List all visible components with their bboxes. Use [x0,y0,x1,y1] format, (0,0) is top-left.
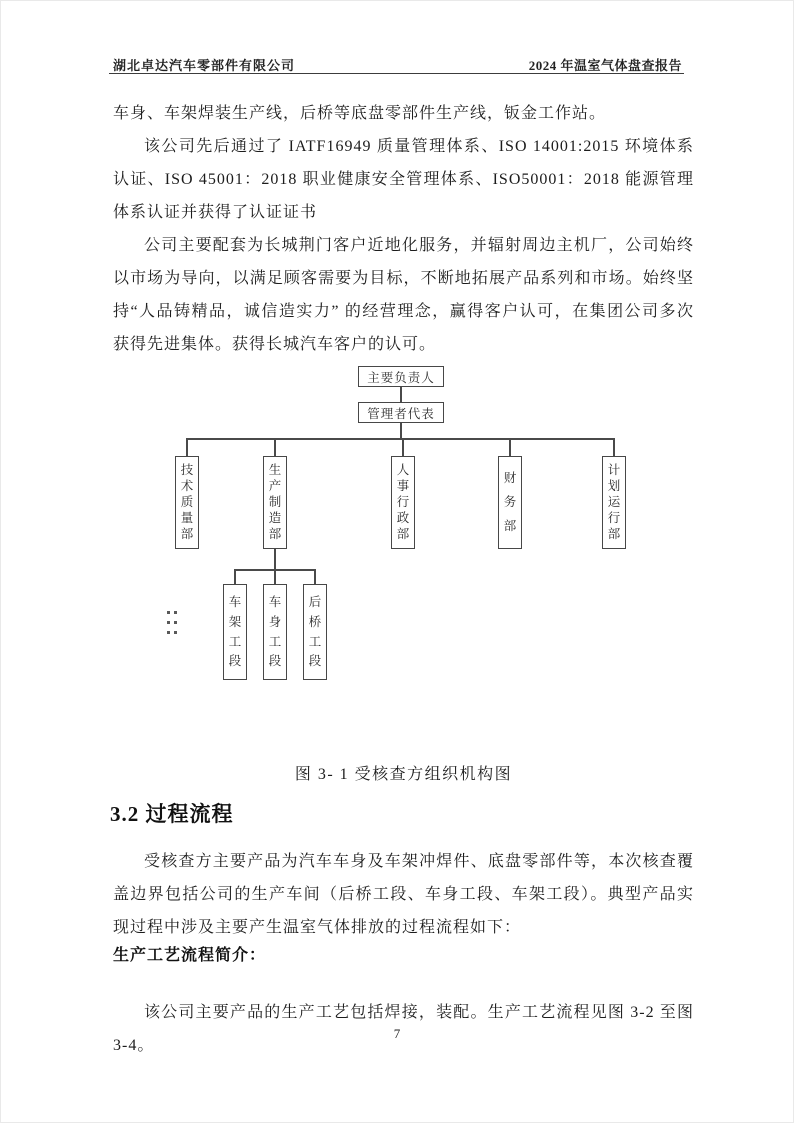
org-box-section-frame: 车 架 工 段 [223,584,247,680]
section-heading: 3.2 过程流程 [110,802,234,826]
header-report-title: 2024 年温室气体盘查报告 [528,58,682,73]
figure-caption: 图 3- 1 受核查方组织机构图 [294,766,513,783]
connector-line [186,438,188,456]
paragraph-certifications: 该公司先后通过了 IATF16949 质量管理体系、ISO 14001:2015 环境体系认证、ISO 45001：2018 职业健康安全管理体系、ISO50001：2018 能源管理体系认证并获得了认证证书 [113,138,694,221]
header-rule [109,73,684,74]
org-box-dept-hr-admin: 人 事 行 政 部 [391,456,415,549]
process-intro-heading: 生产工艺流程简介： [113,947,267,964]
paragraph-process: 该公司主要产品的生产工艺包括焊接，装配。生产工艺流程见图 3-2 至图 3-4。 [113,1004,694,1054]
org-box-dept-tech-quality: 技 术 质 量 部 [175,456,199,549]
paragraph-production-lines: 车身、车架焊装生产线，后桥等底盘零部件生产线，钣金工作站。 [113,105,607,122]
anchor-dots-icon [167,611,177,634]
org-box-level1: 主要负责人 [358,366,444,387]
connector-line [509,438,511,456]
org-box-dept-finance: 财 务 部 [498,456,522,549]
connector-line [234,569,315,571]
connector-line [274,438,276,456]
connector-line [402,438,404,456]
connector-line [234,569,236,584]
connector-line [613,438,615,456]
connector-line [400,423,402,438]
org-box-level2: 管理者代表 [358,402,444,423]
page-number: 7 [393,1026,401,1041]
org-box-dept-manufacturing: 生 产 制 造 部 [263,456,287,549]
paragraph-company-business: 公司主要配套为长城荆门客户近地化服务，并辐射周边主机厂，公司始终以市场为导向，以满足顾客需要为目标，不断地拓展产品系列和市场。始终坚持“人品铸精品，诚信造实力” 的经营理念，赢得客户认可，在集团公司多次获得先进集体。获得长城汽车客户的认可。 [113,237,694,353]
connector-line [400,387,402,402]
connector-line [274,549,276,569]
org-box-section-body: 车 身 工 段 [263,584,287,680]
header-company-name: 湖北卓达汽车零部件有限公司 [113,58,296,73]
connector-line [274,569,276,584]
org-box-dept-plan-operation: 计 划 运 行 部 [602,456,626,549]
connector-line [314,569,316,584]
org-box-section-axle: 后 桥 工 段 [303,584,327,680]
paragraph-scope: 受核查方主要产品为汽车车身及车架冲焊件、底盘零部件等，本次核查覆盖边界包括公司的生产车间（后桥工段、车身工段、车架工段）。典型产品实现过程中涉及主要产生温室气体排放的过程流程如下： [113,853,694,936]
connector-line [186,438,614,440]
